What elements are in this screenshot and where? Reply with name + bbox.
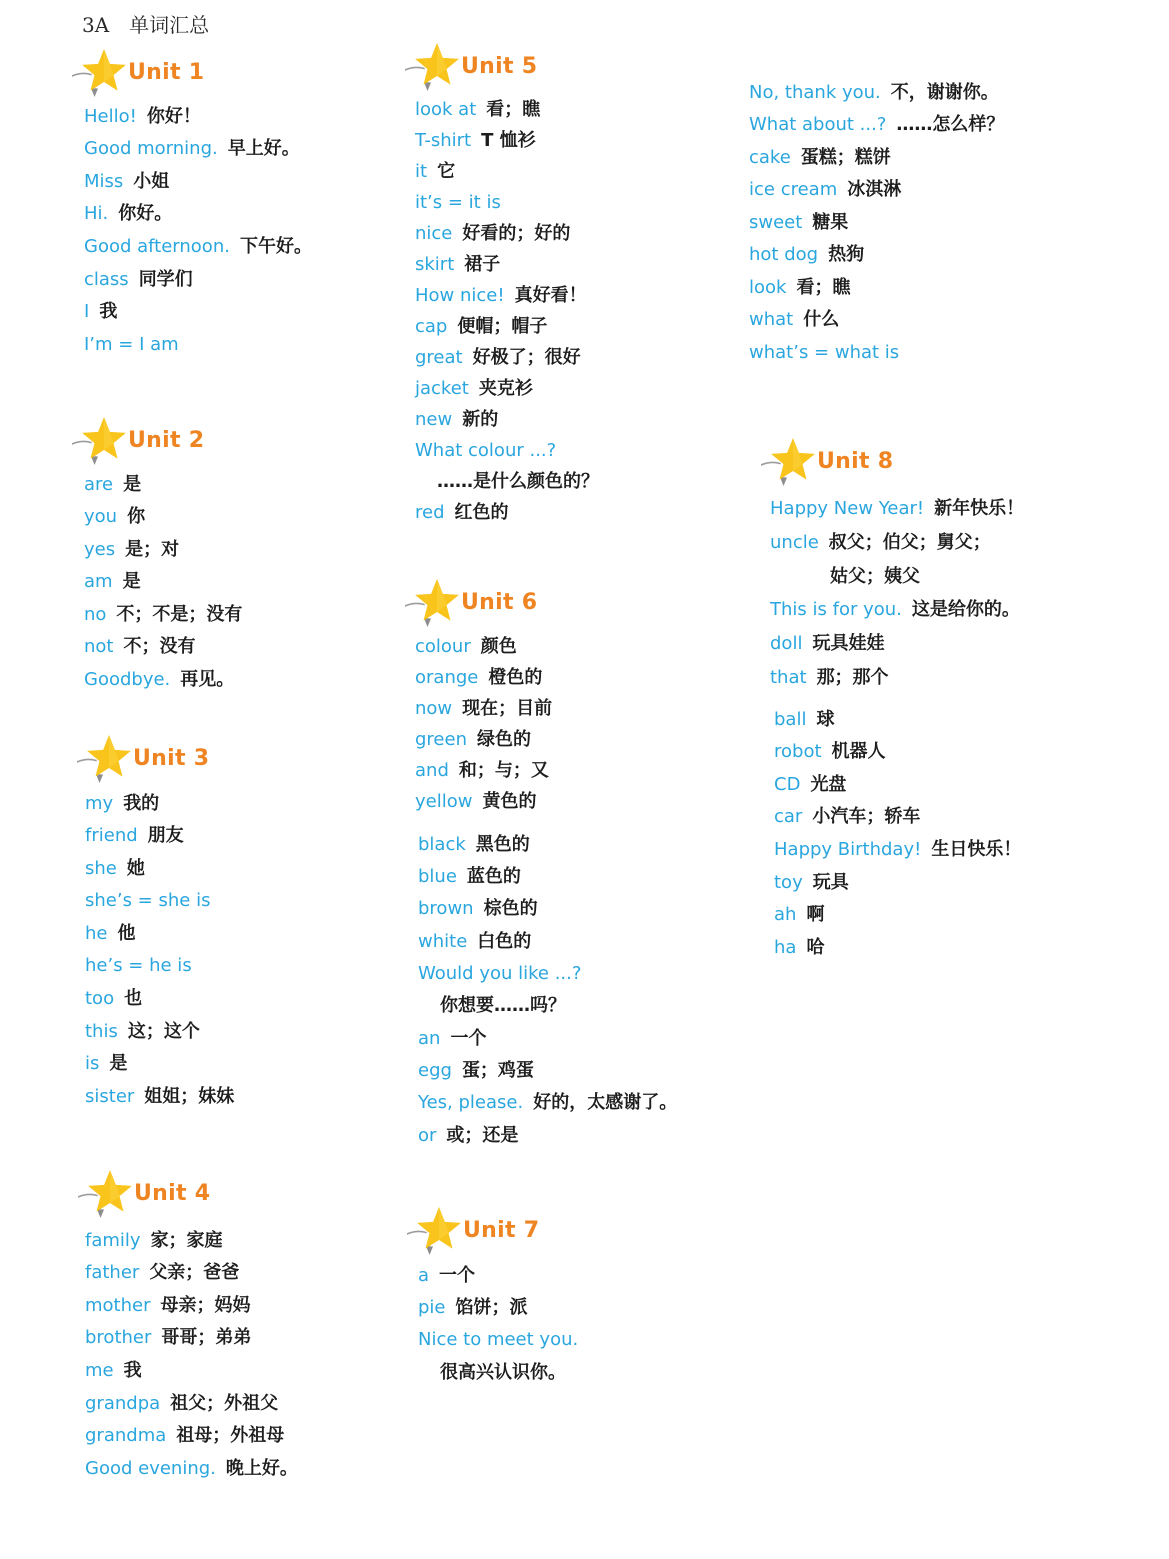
english-word: green (415, 728, 467, 750)
english-word: sweet (749, 211, 803, 233)
english-word: jacket (415, 377, 469, 399)
english-word: Yes, please. (418, 1092, 524, 1114)
english-word: sister (85, 1085, 135, 1107)
vocab-entry (415, 662, 552, 693)
vocab-entry (415, 156, 599, 187)
english-word: he’s = he is (85, 955, 192, 977)
chinese-meaning-continued: 很高兴认识你。 (440, 1361, 566, 1383)
chinese-meaning: 好极了；很好 (472, 346, 581, 368)
chinese-meaning: 蛋；鸡蛋 (461, 1060, 534, 1082)
english-word: no (84, 603, 107, 625)
unit-8-word-list-a (770, 492, 1024, 695)
vocab-entry (418, 1260, 578, 1292)
vocab-entry (418, 1087, 677, 1119)
chinese-meaning: 热狗 (828, 244, 865, 266)
vocab-entry-continued (418, 990, 677, 1022)
unit-8-word-list-b (774, 704, 1021, 965)
vocab-entry (415, 280, 599, 311)
unit-7-heading (407, 1205, 539, 1255)
chinese-meaning: 夹克衫 (478, 377, 533, 399)
english-word: doll (770, 633, 803, 655)
vocab-entry (770, 526, 1024, 560)
vocab-entry (415, 218, 599, 249)
vocab-entry (418, 1324, 578, 1356)
vocab-entry (774, 704, 1021, 737)
english-word: ice cream (749, 179, 838, 201)
english-word: too (85, 987, 115, 1009)
unit-label: Unit 2 (128, 427, 205, 453)
english-word: look at (415, 98, 477, 120)
english-word: now (415, 697, 453, 719)
vocab-entry (749, 142, 1004, 175)
english-word: uncle (770, 531, 819, 553)
english-word: Hi. (84, 203, 109, 225)
chinese-meaning: 生日快乐！ (931, 838, 1022, 860)
vocab-entry (85, 853, 234, 886)
chinese-meaning: 绿色的 (477, 728, 531, 750)
unit-7-word-list-b (749, 77, 1004, 370)
chinese-meaning: 哈 (806, 936, 825, 958)
vocab-entry (749, 304, 1004, 337)
english-word: an (418, 1027, 441, 1049)
star-icon (405, 577, 461, 627)
chinese-meaning: 一个 (439, 1264, 476, 1286)
chinese-meaning: 那；那个 (816, 667, 889, 689)
vocab-entry (774, 899, 1021, 932)
english-word: nice (415, 222, 453, 244)
vocab-entry (770, 627, 1024, 661)
chinese-meaning: 祖父；外祖父 (170, 1392, 279, 1414)
unit-2-heading (72, 415, 204, 465)
english-word: cap (415, 315, 448, 337)
vocab-entry (749, 239, 1004, 272)
english-word: Good morning. (84, 138, 218, 160)
chinese-meaning: 父亲；爸爸 (149, 1262, 240, 1284)
english-word: egg (418, 1060, 452, 1082)
english-word: friend (85, 825, 138, 847)
chinese-meaning: 它 (437, 160, 456, 182)
english-word: he (85, 922, 108, 944)
unit-label: Unit 6 (461, 589, 538, 615)
vocab-entry (85, 885, 234, 918)
vocab-entry (418, 1120, 677, 1152)
chinese-meaning: 裙子 (464, 253, 501, 275)
english-word: What about ...? (749, 114, 887, 136)
unit-5-heading (405, 41, 537, 91)
chinese-meaning: 真好看！ (514, 284, 587, 306)
vocab-entry (770, 593, 1024, 627)
english-word: class (84, 268, 129, 290)
vocab-entry (84, 664, 242, 697)
chinese-meaning: 红色的 (454, 501, 509, 523)
vocab-entry (418, 1055, 677, 1087)
vocab-entry (85, 950, 234, 983)
vocab-entry-continued (415, 466, 599, 497)
vocab-entry (774, 834, 1021, 867)
english-word: my (85, 792, 114, 814)
chinese-meaning: 你好！ (146, 105, 201, 127)
vocab-entry-continued (418, 1357, 578, 1389)
chinese-meaning: 他 (117, 922, 136, 944)
vocab-entry (415, 631, 552, 662)
vocab-entry (418, 1292, 578, 1324)
vocab-entry (85, 1081, 234, 1114)
chinese-meaning: 哥哥；弟弟 (161, 1327, 252, 1349)
chinese-meaning: 白色的 (477, 930, 532, 952)
english-word: I’m = I am (84, 333, 179, 355)
chinese-meaning: 橙色的 (488, 666, 543, 688)
star-icon (761, 436, 817, 486)
star-icon (78, 1168, 134, 1218)
unit-label: Unit 8 (817, 448, 894, 474)
chinese-meaning: 新的 (462, 408, 499, 430)
vocab-entry (774, 867, 1021, 900)
chinese-meaning: 朋友 (147, 825, 184, 847)
vocab-entry (749, 109, 1004, 142)
chinese-meaning: 小姐 (133, 170, 170, 192)
vocab-entry (415, 249, 599, 280)
vocab-entry (415, 786, 552, 817)
chinese-meaning: 母亲；妈妈 (160, 1294, 251, 1316)
chinese-meaning: 是 (109, 1053, 128, 1075)
chinese-meaning: 颜色 (480, 635, 517, 657)
star-icon (77, 733, 133, 783)
chinese-meaning: 蓝色的 (466, 866, 521, 888)
chinese-meaning: ……怎么样？ (896, 114, 1005, 136)
english-word: she’s = she is (85, 890, 211, 912)
unit-label: Unit 4 (134, 1180, 211, 1206)
english-word: me (85, 1359, 114, 1381)
english-word: not (84, 636, 114, 658)
vocab-entry (85, 1453, 298, 1486)
english-word: car (774, 806, 803, 828)
vocab-entry-continued (770, 560, 1024, 594)
unit-5-word-list (415, 94, 599, 528)
english-word: am (84, 571, 113, 593)
vocab-entry (85, 1420, 298, 1453)
star-icon (72, 47, 128, 97)
vocab-entry (418, 829, 677, 861)
vocab-entry (85, 1355, 298, 1388)
english-word: I (84, 301, 90, 323)
english-word: No, thank you. (749, 81, 881, 103)
chinese-meaning: 这是给你的。 (911, 599, 1020, 621)
english-word: what’s = what is (749, 341, 900, 363)
chinese-meaning: 黑色的 (475, 833, 530, 855)
vocab-entry (749, 77, 1004, 110)
english-word: orange (415, 666, 479, 688)
english-word: Miss (84, 170, 124, 192)
english-word: is (85, 1053, 100, 1075)
unit-3-heading (77, 733, 209, 783)
chinese-meaning: 再见。 (180, 668, 235, 690)
chinese-meaning: 什么 (803, 309, 840, 331)
english-word: toy (774, 871, 803, 893)
chinese-meaning: 棕色的 (483, 898, 538, 920)
chinese-meaning: 糖果 (812, 211, 849, 233)
english-word: grandpa (85, 1392, 161, 1414)
unit-label: Unit 1 (128, 59, 205, 85)
chinese-meaning: 小汽车；轿车 (812, 806, 921, 828)
english-word: this (85, 1020, 118, 1042)
english-word: she (85, 857, 117, 879)
unit-label: Unit 5 (461, 53, 538, 79)
vocab-entry (418, 1023, 677, 1055)
vocab-entry (770, 492, 1024, 526)
vocab-entry (770, 661, 1024, 695)
english-word: you (84, 506, 118, 528)
chinese-meaning: 家；家庭 (150, 1229, 223, 1251)
vocab-entry (84, 631, 242, 664)
vocab-entry (749, 337, 1004, 370)
english-word: Good evening. (85, 1457, 216, 1479)
unit-6-heading (405, 577, 537, 627)
chinese-meaning-continued: 姑父；姨父 (830, 565, 920, 587)
english-word: CD (774, 773, 801, 795)
english-word: it (415, 160, 428, 182)
vocab-entry (85, 1322, 298, 1355)
english-word: look (749, 276, 787, 298)
english-word: colour (415, 635, 471, 657)
english-word: grandma (85, 1425, 167, 1447)
english-word: red (415, 501, 445, 523)
english-word: or (418, 1124, 437, 1146)
chinese-meaning: 现在；目前 (462, 697, 553, 719)
english-word: What colour ...? (415, 439, 557, 461)
vocab-entry (84, 469, 242, 502)
unit-4-heading (78, 1168, 210, 1218)
vocab-entry (415, 755, 552, 786)
vocab-entry (415, 187, 599, 218)
unit-1-word-list (84, 101, 312, 362)
unit-6-word-list-a (415, 631, 552, 817)
chinese-meaning: 玩具 (812, 871, 849, 893)
unit-1-heading (72, 47, 204, 97)
vocab-entry (749, 272, 1004, 305)
chinese-meaning: 姐姐；妹妹 (144, 1085, 235, 1107)
chinese-meaning: 我的 (123, 792, 160, 814)
chinese-meaning: 不；没有 (123, 636, 196, 658)
chinese-meaning: 不；不是；没有 (116, 603, 243, 625)
vocab-entry (415, 404, 599, 435)
unit-7-word-list-a (418, 1260, 578, 1389)
vocab-entry (774, 801, 1021, 834)
unit-2-word-list (84, 469, 242, 697)
english-word: T-shirt (415, 129, 472, 151)
english-word: This is for you. (770, 599, 902, 621)
english-word: new (415, 408, 453, 430)
chinese-meaning: 这；这个 (127, 1020, 200, 1042)
english-word: are (84, 473, 114, 495)
chinese-meaning: 我 (123, 1359, 142, 1381)
vocab-entry (84, 231, 312, 264)
vocab-entry (749, 174, 1004, 207)
english-word: Good afternoon. (84, 236, 230, 258)
unit-8-heading (761, 436, 893, 486)
chinese-meaning-continued: 你想要……吗？ (440, 995, 566, 1017)
chinese-meaning: 早上好。 (227, 138, 300, 160)
chinese-meaning: 叔父；伯父；舅父； (828, 531, 991, 553)
unit-label: Unit 3 (133, 745, 210, 771)
chinese-meaning: 你好。 (118, 203, 173, 225)
vocab-entry (85, 1016, 234, 1049)
chinese-meaning: 馅饼；派 (455, 1297, 528, 1319)
unit-4-word-list (85, 1225, 298, 1486)
vocab-entry (749, 207, 1004, 240)
english-word: pie (418, 1297, 446, 1319)
chinese-meaning: 你 (127, 506, 146, 528)
unit-3-word-list (85, 788, 234, 1113)
english-word: How nice! (415, 284, 505, 306)
vocab-entry (774, 769, 1021, 802)
chinese-meaning: 机器人 (831, 741, 886, 763)
vocab-entry (418, 893, 677, 925)
english-word: brother (85, 1327, 152, 1349)
vocab-entry (85, 983, 234, 1016)
vocab-entry (418, 958, 677, 990)
english-word: Nice to meet you. (418, 1329, 579, 1351)
vocab-entry (415, 342, 599, 373)
chinese-meaning: 看；瞧 (796, 276, 851, 298)
vocab-entry (415, 125, 599, 156)
chinese-meaning: T 恤衫 (481, 129, 536, 151)
vocab-entry (85, 788, 234, 821)
english-word: skirt (415, 253, 455, 275)
english-word: yellow (415, 790, 473, 812)
english-word: ah (774, 904, 797, 926)
unit-6-word-list-b (418, 829, 677, 1152)
vocab-entry (84, 166, 312, 199)
chinese-meaning: 不，谢谢你。 (890, 81, 999, 103)
english-word: hot dog (749, 244, 819, 266)
chinese-meaning: 下午好。 (239, 236, 312, 258)
chinese-meaning: 祖母；外祖母 (176, 1425, 285, 1447)
english-word: it’s = it is (415, 191, 501, 213)
vocab-entry (418, 926, 677, 958)
chinese-meaning: 看；瞧 (486, 98, 541, 120)
vocab-entry (774, 736, 1021, 769)
english-word: and (415, 759, 449, 781)
chinese-meaning: 晚上好。 (225, 1457, 298, 1479)
chinese-meaning: 好的，太感谢了。 (533, 1092, 678, 1114)
english-word: blue (418, 866, 457, 888)
vocab-entry (84, 566, 242, 599)
chinese-meaning: 新年快乐！ (934, 498, 1025, 520)
vocab-entry (415, 311, 599, 342)
chinese-meaning: 是；对 (125, 538, 180, 560)
chinese-meaning: 也 (124, 987, 143, 1009)
vocab-entry (84, 501, 242, 534)
english-word: ha (774, 936, 797, 958)
vocab-entry (84, 101, 312, 134)
chinese-meaning: 我 (99, 301, 118, 323)
english-word: Happy Birthday! (774, 838, 922, 860)
chinese-meaning: 冰淇淋 (847, 179, 902, 201)
vocab-entry (415, 435, 599, 466)
vocab-entry (415, 693, 552, 724)
chinese-meaning: 一个 (450, 1027, 487, 1049)
chinese-meaning-continued: ……是什么颜色的？ (437, 470, 599, 492)
english-word: what (749, 309, 794, 331)
vocab-entry (84, 198, 312, 231)
chinese-meaning: 好看的；好的 (462, 222, 571, 244)
chinese-meaning: 同学们 (138, 268, 193, 290)
star-icon (405, 41, 461, 91)
vocab-entry (85, 1048, 234, 1081)
chinese-meaning: 她 (126, 857, 145, 879)
vocab-entry (84, 133, 312, 166)
chinese-meaning: 啊 (806, 904, 825, 926)
chinese-meaning: 球 (816, 708, 835, 730)
vocab-entry (418, 861, 677, 893)
vocab-entry (415, 724, 552, 755)
vocab-entry (85, 820, 234, 853)
vocab-entry (84, 534, 242, 567)
english-word: Goodbye. (84, 668, 171, 690)
english-word: white (418, 930, 468, 952)
unit-label: Unit 7 (463, 1217, 540, 1243)
chinese-meaning: 便帽；帽子 (457, 315, 548, 337)
chinese-meaning: 或；还是 (446, 1124, 519, 1146)
chinese-meaning: 是 (122, 571, 141, 593)
english-word: cake (749, 146, 791, 168)
english-word: mother (85, 1294, 151, 1316)
chinese-meaning: 和；与；又 (458, 759, 549, 781)
chinese-meaning: 玩具娃娃 (812, 633, 885, 655)
english-word: father (85, 1262, 140, 1284)
vocab-entry (85, 1388, 298, 1421)
english-word: robot (774, 741, 822, 763)
english-word: Happy New Year! (770, 498, 925, 520)
english-word: yes (84, 538, 116, 560)
vocab-entry (85, 1257, 298, 1290)
vocab-entry (415, 373, 599, 404)
english-word: ball (774, 708, 807, 730)
chinese-meaning: 蛋糕；糕饼 (800, 146, 891, 168)
vocab-entry (84, 264, 312, 297)
vocab-entry (415, 94, 599, 125)
vocab-entry (85, 1225, 298, 1258)
english-word: great (415, 346, 463, 368)
chinese-meaning: 光盘 (810, 773, 847, 795)
english-word: brown (418, 898, 474, 920)
vocab-entry (84, 599, 242, 632)
vocab-entry (85, 918, 234, 951)
english-word: Hello! (84, 105, 137, 127)
english-word: black (418, 833, 466, 855)
chinese-meaning: 黄色的 (482, 790, 537, 812)
vocab-entry (85, 1290, 298, 1323)
english-word: a (418, 1264, 430, 1286)
vocab-entry (774, 932, 1021, 965)
page-title: 3A 单词汇总 (82, 13, 210, 37)
chinese-meaning: 是 (123, 473, 142, 495)
vocab-entry (84, 329, 312, 362)
star-icon (407, 1205, 463, 1255)
vocab-entry (415, 497, 599, 528)
star-icon (72, 415, 128, 465)
english-word: family (85, 1229, 141, 1251)
english-word: that (770, 667, 807, 689)
vocab-entry (84, 296, 312, 329)
english-word: Would you like ...? (418, 963, 582, 985)
